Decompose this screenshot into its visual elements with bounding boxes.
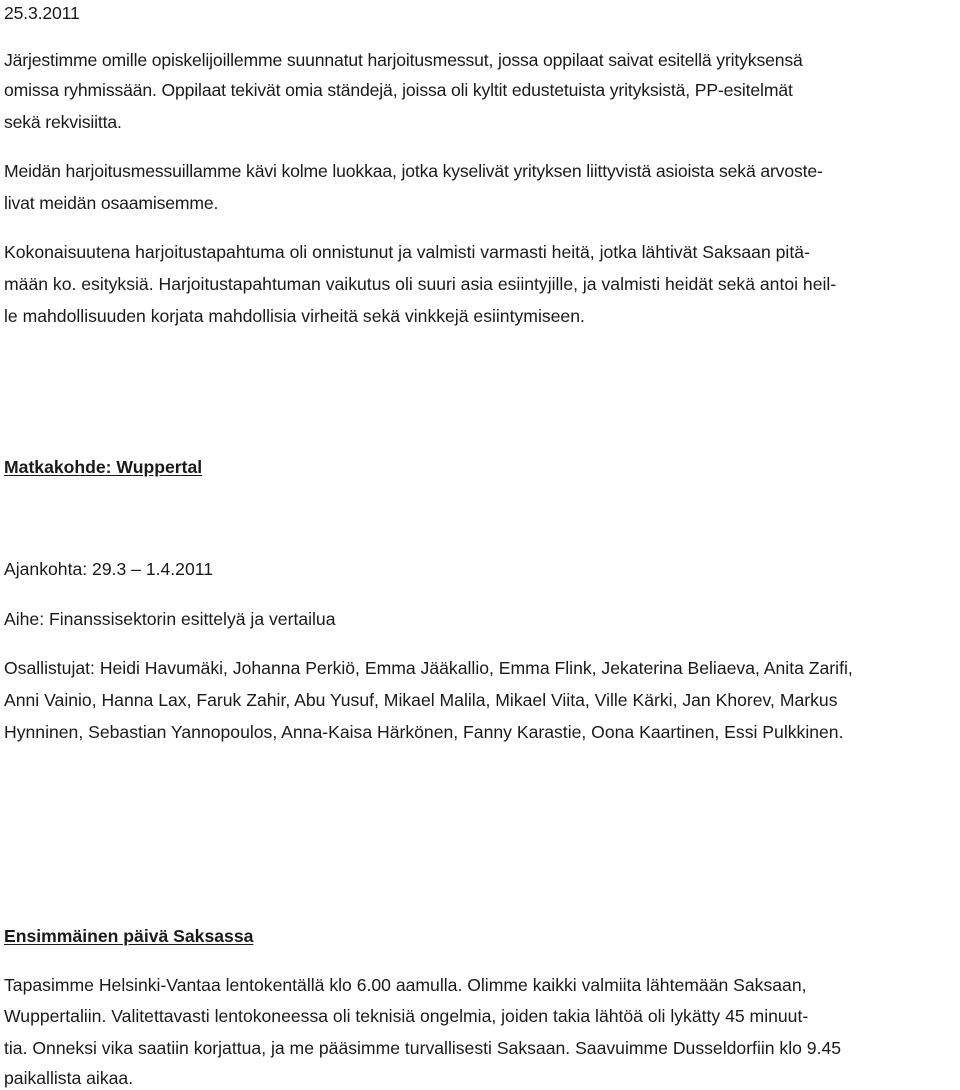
day1-line-1: Tapasimme Helsinki-Vantaa lentokentällä klo 6.00 aamulla. Olimme kaikki valmiita lähtemään Saksaan, [4, 975, 807, 995]
day1-line-2: Wuppertaliin. Valitettavasti lentokoneessa oli teknisiä ongelmia, joiden takia lähtöä oli lykätty 45 minuut- [4, 1006, 809, 1026]
day1-line-3: tia. Onneksi vika saatiin korjattua, ja me pääsimme turvallisesti Saksaan. Saavuimme Dusseldorfiin klo 9.45 [4, 1038, 842, 1058]
document-date: 25.3.2011 [4, 3, 80, 23]
intro-p1-line-2: omissa ryhmissään. Oppilaat tekivät omia ständejä, joissa oli kyltit edustetuista yrityksistä, PP-esitelmät [4, 80, 793, 100]
trip-heading: Matkakohde: Wuppertal [4, 457, 203, 477]
participants-line-2: Anni Vainio, Hanna Lax, Faruk Zahir, Abu Yusuf, Mikael Malila, Mikael Viita, Ville Kärki, Jan Khorev, Markus [4, 690, 838, 710]
intro-p1-line-3: sekä rekvisiitta. [4, 112, 122, 132]
trip-date-line: Ajankohta: 29.3 – 1.4.2011 [4, 559, 214, 579]
intro-p3-line-1: Kokonaisuutena harjoitustapahtuma oli onnistunut ja valmisti varmasti heitä, jotka lähtivät Saksaan pitä- [4, 242, 810, 262]
day1-line-4: paikallista aikaa. [4, 1068, 134, 1088]
intro-p3-line-2: mään ko. esityksiä. Harjoitustapahtuman vaikutus oli suuri asia esiintyjille, ja valmisti heidät sekä antoi heil- [4, 274, 837, 294]
trip-topic-line: Aihe: Finanssisektorin esittelyä ja vertailua [4, 609, 336, 629]
day1-heading: Ensimmäinen päivä Saksassa [4, 926, 254, 946]
participants-line-1: Osallistujat: Heidi Havumäki, Johanna Perkiö, Emma Jääkallio, Emma Flink, Jekaterina Beliaeva, Anita Zarifi, [4, 658, 853, 678]
participants-line-3: Hynninen, Sebastian Yannopoulos, Anna-Kaisa Härkönen, Fanny Karastie, Oona Kaartinen, Essi Pulkkinen. [4, 722, 844, 742]
intro-p3-line-3: le mahdollisuuden korjata mahdollisia virheitä sekä vinkkejä esiintymiseen. [4, 306, 585, 326]
intro-p2-line-1: Meidän harjoitusmessuillamme kävi kolme luokkaa, jotka kyselivät yrityksen liittyvistä asioista sekä arvoste- [4, 161, 823, 181]
intro-p1-line-1: Järjestimme omille opiskelijoillemme suunnatut harjoitusmessut, jossa oppilaat saivat esitellä yrityksensä [4, 50, 803, 70]
intro-p2-line-2: livat meidän osaamisemme. [4, 193, 219, 213]
